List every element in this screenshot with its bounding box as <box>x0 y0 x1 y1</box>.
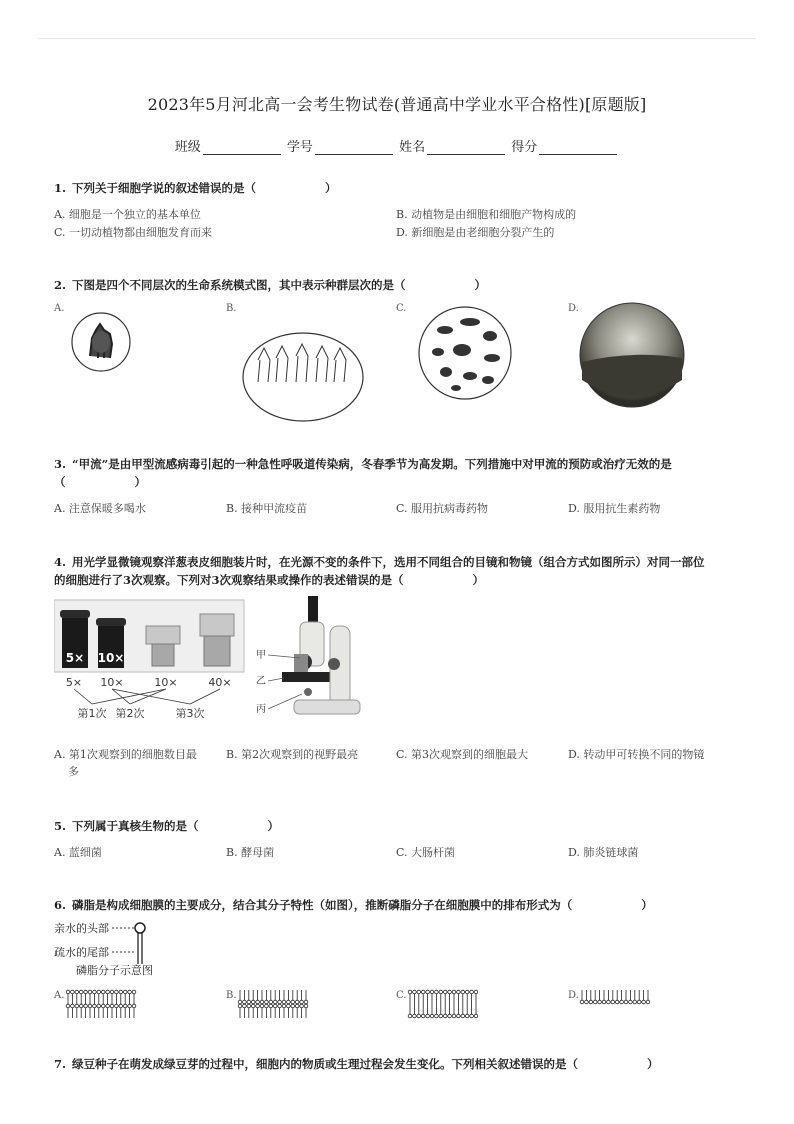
q6-bilayer-diagrams <box>54 986 744 1022</box>
q2-figures <box>60 300 750 445</box>
q4-microscope-figure <box>54 596 364 736</box>
q6-option-d[interactable]: D. <box>568 990 579 1001</box>
q1-option-b[interactable]: B. 动植物是由细胞和细胞产物构成的 <box>396 208 577 221</box>
head-label: 亲水的头部 <box>54 922 109 935</box>
q4-option-d[interactable]: D. 转动甲可转换不同的物镜 <box>568 748 705 761</box>
question-7-stem: 7. 绿豆种子在萌发成绿豆芽的过程中，细胞内的物质或生理过程会发生变化。下列相关叙述错误的是（ ） <box>54 1057 659 1071</box>
page-title: 2023年5月河北高一会考生物试卷(普通高中学业水平合格性)[原题版] <box>147 95 647 114</box>
time-label-2: 第2次 <box>115 707 145 720</box>
q1-option-a[interactable]: A. 细胞是一个独立的基本单位 <box>54 208 201 221</box>
q3-option-d[interactable]: D. 服用抗生素药物 <box>568 502 661 515</box>
community-image <box>419 307 511 399</box>
question-2-stem: 2. 下图是四个不同层次的生命系统模式图，其中表示种群层次的是（ ） <box>54 278 487 292</box>
number-label: 学号 <box>286 140 313 155</box>
bilayer-option-a <box>66 990 136 1018</box>
question-6-stem: 6. 磷脂是构成细胞膜的主要成分，结合其分子特性（如图），推断磷脂分子在细胞膜中的排布形式为（ ） <box>54 898 653 912</box>
q4-option-a-cont: 多 <box>68 765 79 778</box>
q5-option-a[interactable]: A. 蓝细菌 <box>54 846 102 859</box>
lens-label-4: 40× <box>208 676 232 689</box>
question-5-stem: 5. 下列属于真核生物的是（ ） <box>54 819 280 833</box>
q5-option-b[interactable]: B. 酵母菌 <box>226 846 275 859</box>
ecosystem-photo <box>580 303 684 407</box>
q4-option-a[interactable]: A. 第1次观察到的细胞数目最 <box>54 748 197 761</box>
combo-lines <box>74 689 220 704</box>
class-label: 班级 <box>174 140 201 155</box>
diagram-caption: 磷脂分子示意图 <box>76 964 153 977</box>
microscope-image <box>282 596 360 714</box>
bilayer-option-d <box>580 990 650 1004</box>
q1-option-c[interactable]: C. 一切动植物都由细胞发育而来 <box>54 226 213 239</box>
q2-option-c[interactable]: C. <box>396 303 407 314</box>
q2-option-d[interactable]: D. <box>568 303 579 314</box>
eyepiece-10x-label: 10× <box>97 651 125 665</box>
number-blank[interactable] <box>315 142 393 155</box>
q6-option-b[interactable]: B. <box>226 990 237 1001</box>
tail-label: 疏水的尾部 <box>54 946 109 959</box>
student-info-row <box>0 136 794 155</box>
part-label-yi: 乙 <box>256 676 266 687</box>
bilayer-option-b <box>238 990 308 1018</box>
name-label: 姓名 <box>399 140 426 155</box>
name-blank[interactable] <box>427 142 505 155</box>
part-label-jia: 甲 <box>256 650 266 661</box>
q4-option-c[interactable]: C. 第3次观察到的细胞最大 <box>396 748 529 761</box>
bilayer-option-c <box>408 990 478 1018</box>
q6-option-a[interactable]: A. <box>54 990 65 1001</box>
time-label-1: 第1次 <box>77 707 107 720</box>
lens-label-3: 10× <box>154 676 178 689</box>
part-label-bing: 丙 <box>256 704 266 715</box>
objective-40x <box>200 614 234 666</box>
q2-option-a[interactable]: A. <box>54 303 65 314</box>
question-4-stem-cont: 的细胞进行了3次观察。下列对3次观察结果或操作的表述错误的是（ ） <box>54 573 484 587</box>
eyepiece-5x-label: 5× <box>65 651 85 665</box>
single-wolf-image <box>72 313 130 371</box>
q3-option-a[interactable]: A. 注意保暖多喝水 <box>54 502 146 515</box>
q6-option-c[interactable]: C. <box>396 990 407 1001</box>
q5-option-c[interactable]: C. 大肠杆菌 <box>396 846 456 859</box>
wolf-pack-image <box>243 333 363 421</box>
question-3-stem: 3. “甲流”是由甲型流感病毒引起的一种急性呼吸道传染病，冬春季节为高发期。下列措施中对甲流的预防或治疗无效的是 <box>54 457 672 471</box>
top-divider <box>38 38 756 39</box>
q2-option-b[interactable]: B. <box>226 303 237 314</box>
class-blank[interactable] <box>203 142 281 155</box>
question-1-stem: 1. 下列关于细胞学说的叙述错误的是（ ） <box>54 181 337 195</box>
question-3-stem-cont: （ ） <box>54 475 146 489</box>
q1-option-d[interactable]: D. 新细胞是由老细胞分裂产生的 <box>396 226 555 239</box>
q5-option-d[interactable]: D. 肺炎链球菌 <box>568 846 639 859</box>
q4-option-b[interactable]: B. 第2次观察到的视野最亮 <box>226 748 359 761</box>
time-label-3: 第3次 <box>175 707 205 720</box>
lens-label-1: 5× <box>65 676 83 689</box>
score-blank[interactable] <box>539 142 617 155</box>
phospholipid-diagram <box>54 918 174 980</box>
question-4-stem: 4. 用光学显微镜观察洋葱表皮细胞装片时，在光源不变的条件下，选用不同组合的目镜和物镜（组合方式如图所示）对同一部位 <box>54 555 705 569</box>
lens-label-2: 10× <box>100 676 124 689</box>
phospholipid-head-icon <box>135 923 145 933</box>
q3-option-c[interactable]: C. 服用抗病毒药物 <box>396 502 489 515</box>
score-label: 得分 <box>511 140 538 155</box>
q3-option-b[interactable]: B. 接种甲流疫苗 <box>226 502 308 515</box>
